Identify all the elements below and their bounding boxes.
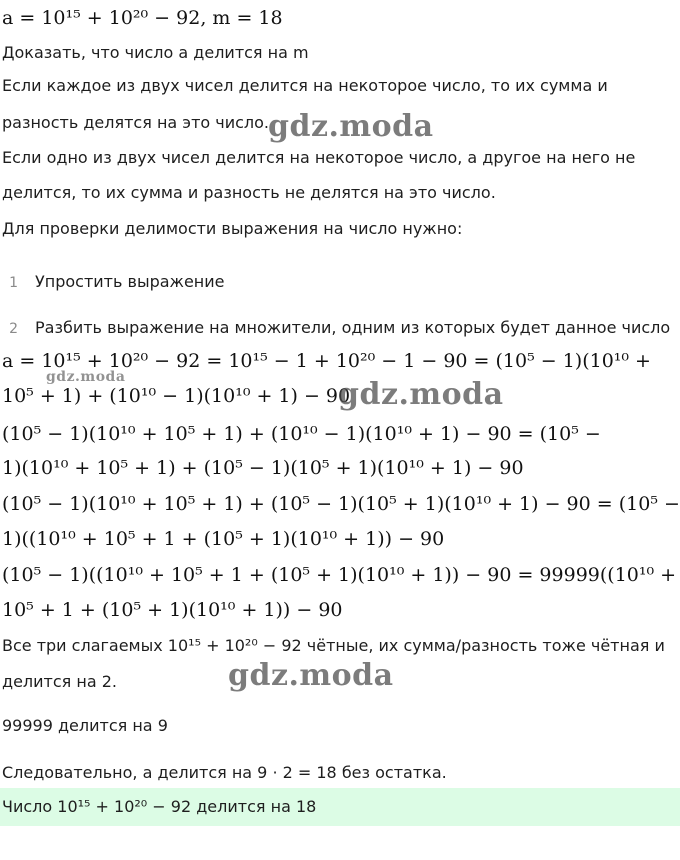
- rule2-line-a: Если одно из двух чисел делится на некоторое число, а другое на него не: [2, 148, 636, 167]
- equation-4b: 10⁵ + 1 + (10⁵ + 1)(10¹⁰ + 1)) − 90: [2, 599, 343, 621]
- check-line: Для проверки делимости выражения на число нужно:: [2, 219, 463, 238]
- watermark-logo: gdz.moda: [338, 377, 504, 412]
- given-line: a = 10¹⁵ + 10²⁰ − 92, m = 18: [2, 7, 283, 29]
- list-number: 2: [9, 321, 18, 337]
- even-line-b: делится на 2.: [2, 672, 117, 691]
- watermark-logo: gdz.moda: [46, 369, 126, 385]
- equation-1b: 10⁵ + 1) + (10¹⁰ − 1)(10¹⁰ + 1) − 90: [2, 385, 351, 407]
- even-line-a: Все три слагаемых 10¹⁵ + 10²⁰ − 92 чётные, их сумма/разность тоже чётная и: [2, 636, 665, 655]
- list-text: Упростить выражение: [35, 272, 225, 291]
- conclusion-line: Следовательно, a делится на 9 · 2 = 18 без остатка.: [2, 763, 447, 782]
- watermark-logo: gdz.moda: [268, 109, 434, 144]
- watermark-logo: gdz.moda: [228, 658, 394, 693]
- rule1-line-a: Если каждое из двух чисел делится на некоторое число, то их сумма и: [2, 76, 608, 95]
- list-text: Разбить выражение на множители, одним из которых будет данное число: [35, 318, 671, 337]
- list-item: [2, 272, 225, 293]
- answer-line: Число 10¹⁵ + 10²⁰ − 92 делится на 18: [2, 797, 317, 816]
- equation-1a: a = 10¹⁵ + 10²⁰ − 92 = 10¹⁵ − 1 + 10²⁰ − 1 − 90 = (10⁵ − 1)(10¹⁰ +: [2, 350, 651, 372]
- list-number: 1: [9, 275, 18, 291]
- equation-3b: 1)((10¹⁰ + 10⁵ + 1 + (10⁵ + 1)(10¹⁰ + 1)) − 90: [2, 528, 445, 550]
- equation-2b: 1)(10¹⁰ + 10⁵ + 1) + (10⁵ − 1)(10⁵ + 1)(10¹⁰ + 1) − 90: [2, 457, 524, 479]
- equation-3a: (10⁵ − 1)(10¹⁰ + 10⁵ + 1) + (10⁵ − 1)(10⁵ + 1)(10¹⁰ + 1) − 90 = (10⁵ −: [2, 493, 680, 515]
- equation-4a: (10⁵ − 1)((10¹⁰ + 10⁵ + 1 + (10⁵ + 1)(10¹⁰ + 1)) − 90 = 99999((10¹⁰ +: [2, 564, 677, 586]
- rule1-line-b: разность делятся на это число.: [2, 113, 270, 132]
- list-item: [2, 318, 670, 339]
- prove-line: Доказать, что число a делится на m: [2, 43, 309, 62]
- equation-2a: (10⁵ − 1)(10¹⁰ + 10⁵ + 1) + (10¹⁰ − 1)(10¹⁰ + 1) − 90 = (10⁵ −: [2, 423, 601, 445]
- div9-line: 99999 делится на 9: [2, 716, 168, 735]
- rule2-line-b: делится, то их сумма и разность не делятся на это число.: [2, 183, 496, 202]
